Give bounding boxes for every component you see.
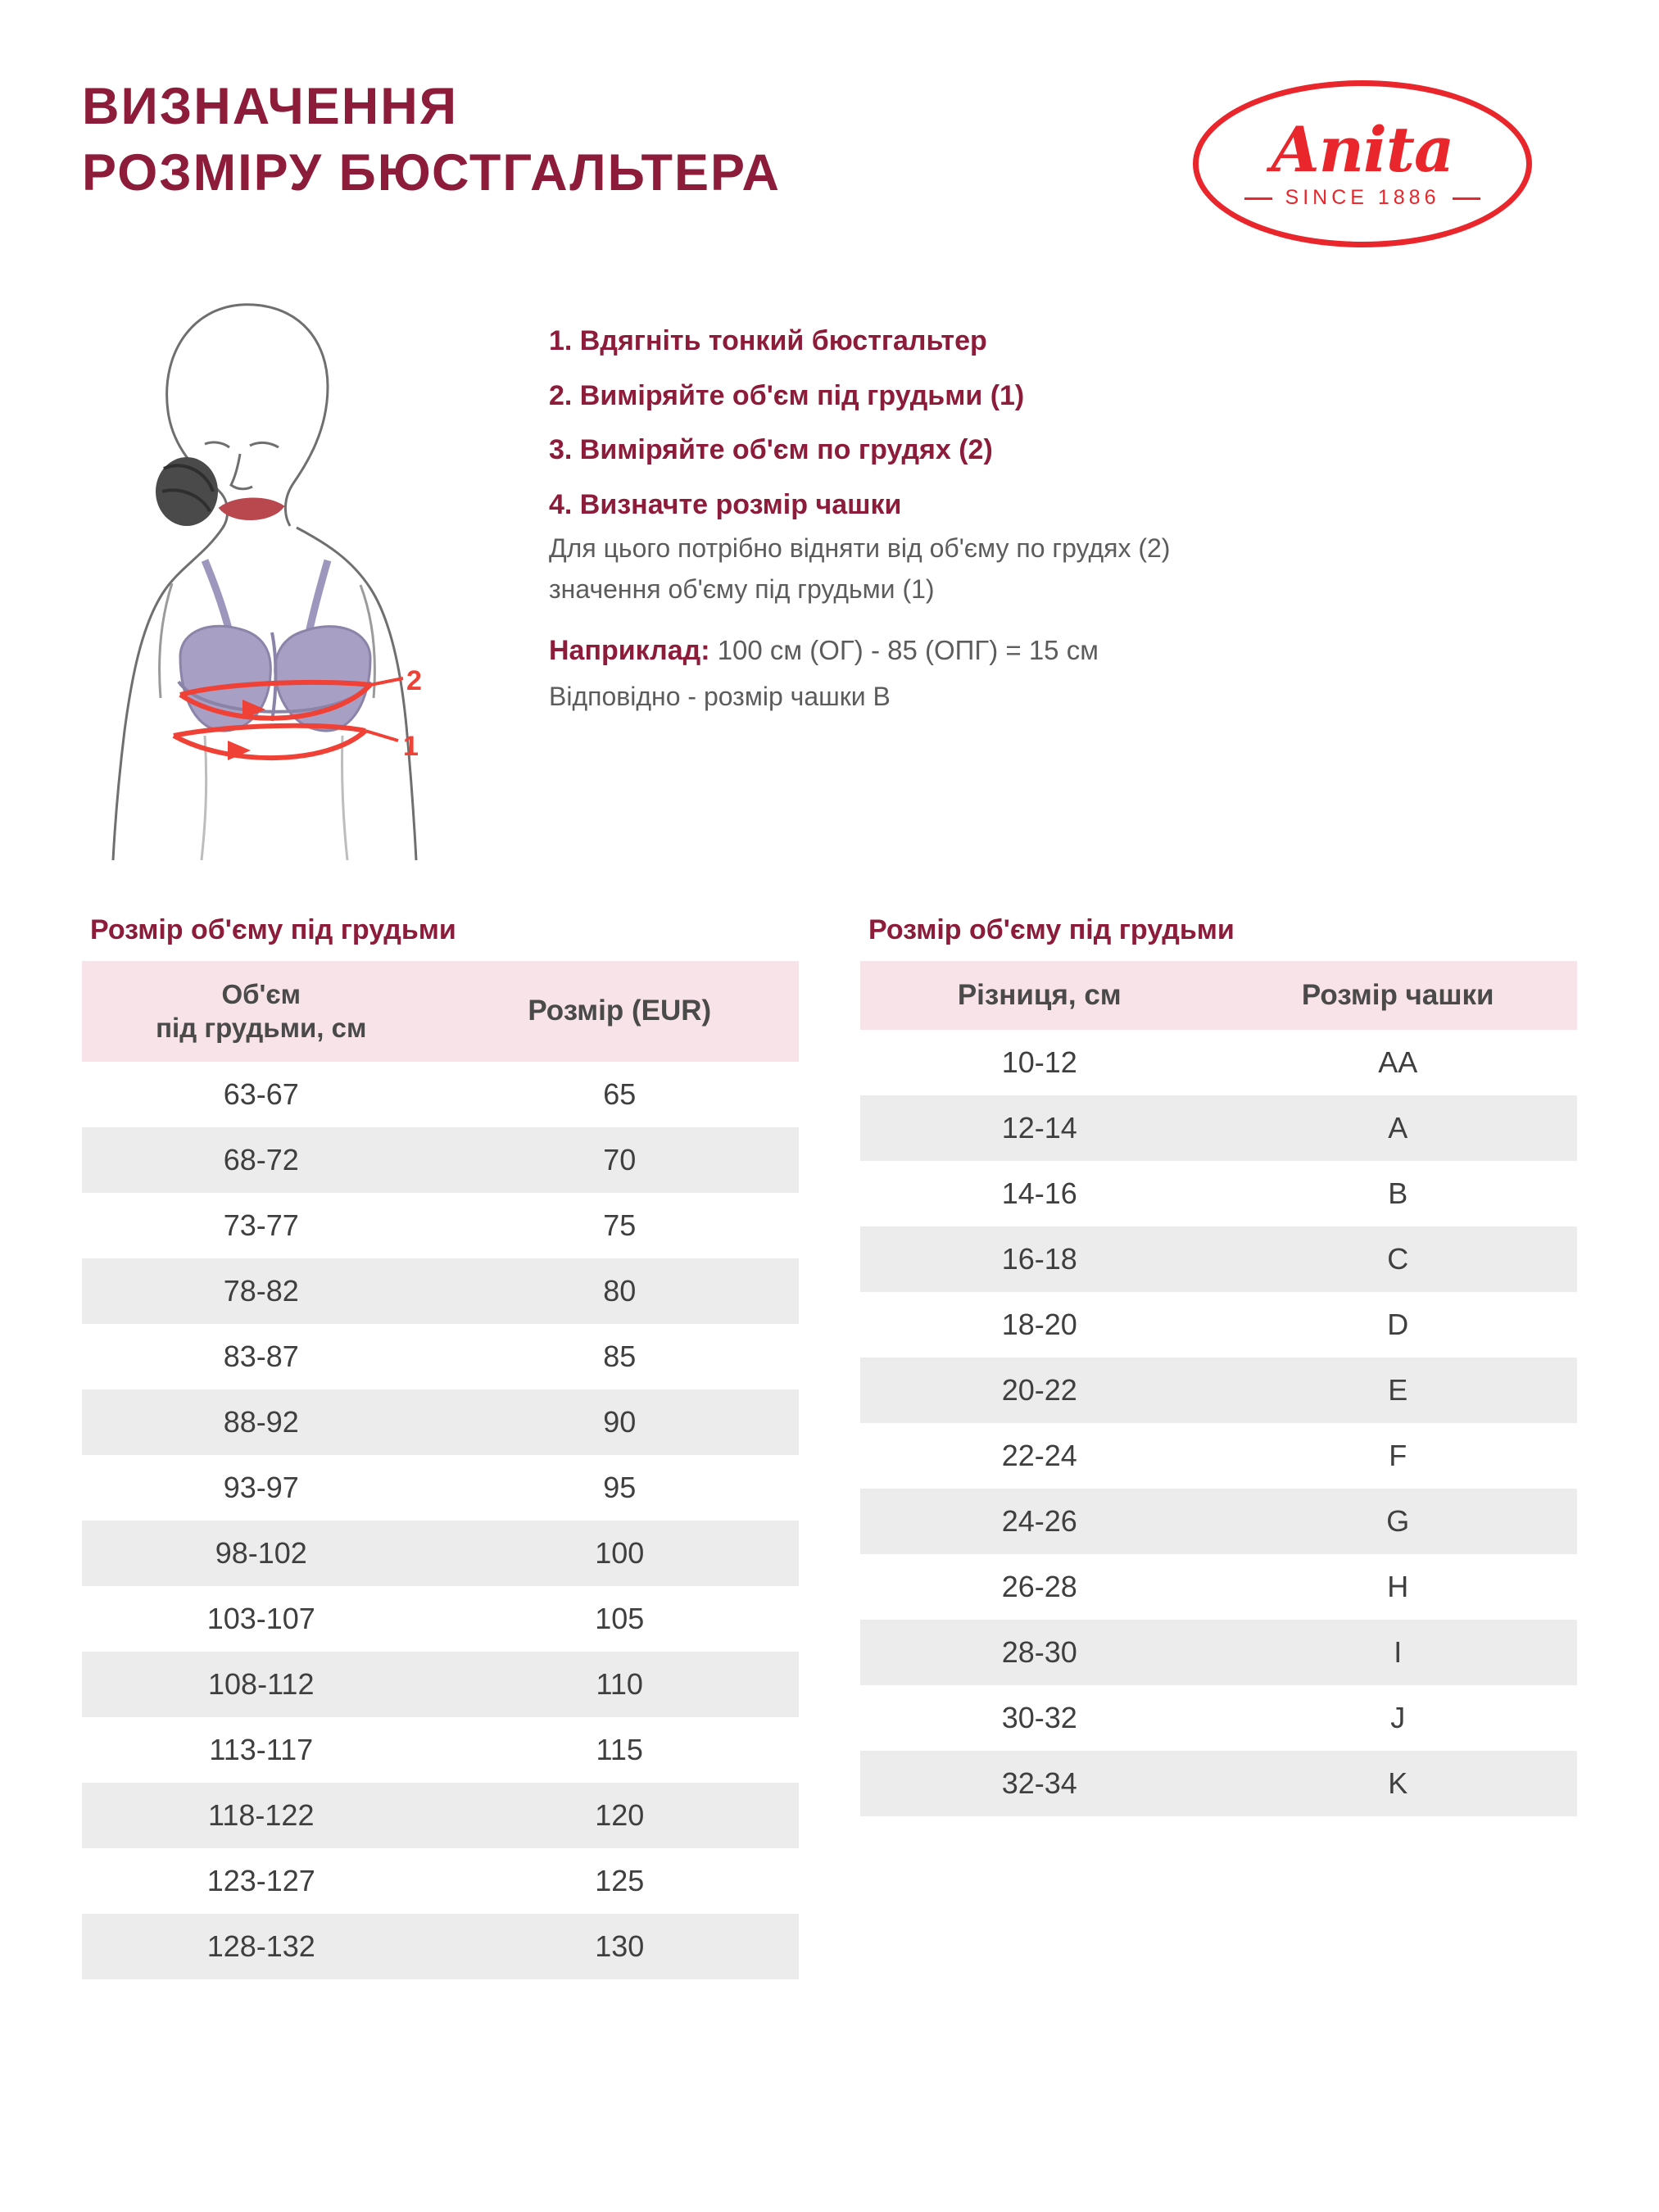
table-cell-size: 105 (441, 1586, 800, 1652)
step-4-note-line-1: Для цього потрібно відняти від об'єму по грудях (2) (549, 533, 1171, 563)
table-cell-range: 68-72 (82, 1127, 441, 1193)
page-title-line-1: ВИЗНАЧЕННЯ (82, 78, 459, 135)
table-cell-range: 16-18 (860, 1226, 1219, 1292)
table-row (860, 1423, 1577, 1489)
underbust-col-header-range (82, 961, 441, 1062)
table-row (860, 1358, 1577, 1423)
table-row (82, 1324, 799, 1389)
table-row (82, 1521, 799, 1586)
table-cell-cup: B (1219, 1161, 1578, 1226)
table-row (82, 1652, 799, 1717)
table-cell-cup: A (1219, 1095, 1578, 1161)
table-cell-cup: E (1219, 1358, 1578, 1423)
logo-tagline: SINCE 1886 (1277, 186, 1448, 210)
underbust-table-caption: Розмір об'єму під грудьми (90, 914, 456, 945)
table-cell-range: 108-112 (82, 1652, 441, 1717)
table-cell-size: 100 (441, 1521, 800, 1586)
table-cell-range: 12-14 (860, 1095, 1219, 1161)
cup-table-body (860, 1030, 1577, 1816)
cup-table-caption: Розмір об'єму під грудьми (868, 914, 1235, 945)
table-cell-cup: K (1219, 1751, 1578, 1816)
table-cell-range: 93-97 (82, 1455, 441, 1521)
underbust-col-header-range-line1: Об'єм (221, 979, 301, 1009)
table-row (860, 1489, 1577, 1554)
table-cell-cup: D (1219, 1292, 1578, 1358)
cup-table (860, 961, 1577, 1816)
page-header (82, 74, 1577, 247)
marker-1-label: 1 (403, 731, 419, 762)
table-row (860, 1030, 1577, 1095)
table-cell-range: 123-127 (82, 1848, 441, 1914)
table-cell-cup: G (1219, 1489, 1578, 1554)
table-row (82, 1455, 799, 1521)
table-cell-range: 88-92 (82, 1389, 441, 1455)
table-row (82, 1848, 799, 1914)
table-cell-range: 30-32 (860, 1685, 1219, 1751)
table-cell-range: 103-107 (82, 1586, 441, 1652)
table-cell-size: 120 (441, 1783, 800, 1848)
table-cell-cup: I (1219, 1620, 1578, 1685)
table-row (860, 1095, 1577, 1161)
table-cell-size: 125 (441, 1848, 800, 1914)
table-row (860, 1751, 1577, 1816)
table-cell-range: 14-16 (860, 1161, 1219, 1226)
example-label: Наприклад: (549, 634, 710, 666)
table-cell-range: 20-22 (860, 1358, 1219, 1423)
table-row (82, 1586, 799, 1652)
step-item-4 (549, 483, 1170, 609)
underbust-col-header-range-line2: під грудьми, см (156, 1013, 367, 1044)
table-cell-range: 118-122 (82, 1783, 441, 1848)
underbust-table (82, 961, 799, 1979)
table-cell-range: 18-20 (860, 1292, 1219, 1358)
table-cell-cup: AA (1219, 1030, 1578, 1095)
table-cell-range: 24-26 (860, 1489, 1219, 1554)
step-item-3: 3. Виміряйте об'єм по грудях (2) (549, 434, 993, 466)
page-title (82, 74, 781, 206)
table-cell-range: 113-117 (82, 1717, 441, 1783)
table-cell-range: 26-28 (860, 1554, 1219, 1620)
table-row (860, 1620, 1577, 1685)
table-cell-size: 110 (441, 1652, 800, 1717)
table-cell-range: 83-87 (82, 1324, 441, 1389)
table-cell-range: 128-132 (82, 1914, 441, 1979)
tables-section (82, 914, 1577, 1979)
table-header-row (82, 961, 799, 1062)
table-header-row (860, 961, 1577, 1030)
table-cell-size: 80 (441, 1258, 800, 1324)
table-row (860, 1554, 1577, 1620)
table-row (860, 1161, 1577, 1226)
cup-table-block (860, 914, 1577, 1979)
table-cell-range: 22-24 (860, 1423, 1219, 1489)
table-cell-range: 98-102 (82, 1521, 441, 1586)
table-cell-range: 63-67 (82, 1062, 441, 1127)
step-item-2: 2. Виміряйте об'єм під грудьми (1) (549, 379, 1025, 411)
table-cell-range: 73-77 (82, 1193, 441, 1258)
table-cell-size: 75 (441, 1193, 800, 1258)
table-row (860, 1226, 1577, 1292)
table-cell-range: 32-34 (860, 1751, 1219, 1816)
underbust-table-block (82, 914, 799, 1979)
table-cell-size: 115 (441, 1717, 800, 1783)
table-cell-range: 78-82 (82, 1258, 441, 1324)
table-cell-size: 90 (441, 1389, 800, 1455)
table-cell-cup: F (1219, 1423, 1578, 1489)
table-row (82, 1258, 799, 1324)
logo-oval (1193, 80, 1532, 247)
steps-list (528, 272, 1170, 716)
cup-col-header-cup: Розмір чашки (1219, 961, 1578, 1030)
example-text: 100 см (ОГ) - 85 (ОПГ) = 15 см (717, 634, 1099, 665)
table-row (82, 1914, 799, 1979)
marker-2-label: 2 (406, 665, 422, 696)
table-cell-range: 10-12 (860, 1030, 1219, 1095)
page-title-line-2: РОЗМІРУ БЮСТГАЛЬТЕРА (82, 143, 781, 202)
logo-brand-name: Anita (1271, 112, 1454, 186)
measurement-illustration (82, 272, 528, 862)
table-cell-size: 85 (441, 1324, 800, 1389)
example-result: Відповідно - розмір чашки B (549, 681, 891, 711)
table-cell-size: 70 (441, 1127, 800, 1193)
step-item-1: 1. Вдягніть тонкий бюстгальтер (549, 325, 987, 356)
table-row (860, 1292, 1577, 1358)
underbust-col-header-size: Розмір (EUR) (441, 961, 800, 1062)
table-row (860, 1685, 1577, 1751)
table-cell-size: 65 (441, 1062, 800, 1127)
table-row (82, 1193, 799, 1258)
step-item-4-label: 4. Визначте розмір чашки (549, 489, 902, 521)
underbust-table-body (82, 1062, 799, 1979)
table-cell-size: 130 (441, 1914, 800, 1979)
instructions-section (82, 272, 1577, 862)
step-4-note-line-2: значення об'єму під грудьми (1) (549, 573, 935, 604)
table-cell-cup: J (1219, 1685, 1578, 1751)
example-block (549, 630, 1170, 716)
cup-col-header-difference: Різниця, см (860, 961, 1219, 1030)
table-row (82, 1783, 799, 1848)
table-cell-size: 95 (441, 1455, 800, 1521)
table-row (82, 1127, 799, 1193)
table-cell-cup: H (1219, 1554, 1578, 1620)
torso-illustration-svg (82, 272, 528, 862)
table-cell-range: 28-30 (860, 1620, 1219, 1685)
brand-logo (1193, 80, 1532, 247)
table-row (82, 1062, 799, 1127)
table-row (82, 1389, 799, 1455)
table-cell-cup: C (1219, 1226, 1578, 1292)
table-row (82, 1717, 799, 1783)
